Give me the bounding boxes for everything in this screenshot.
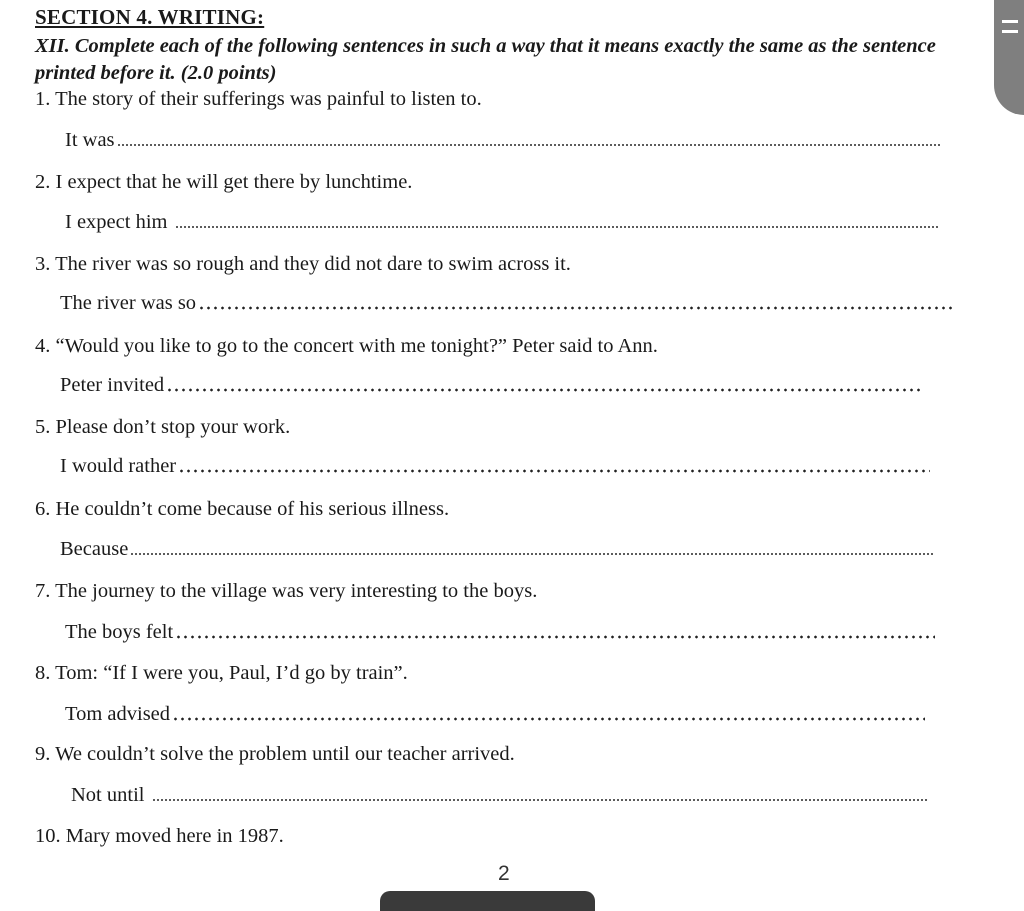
question-1: 1. The story of their sufferings was painful to listen to.: [35, 88, 482, 110]
dotted-line: [117, 143, 941, 147]
question-8: 8. Tom: “If I were you, Paul, I’d go by train”.: [35, 662, 408, 684]
menu-lines-icon: [1002, 20, 1018, 42]
answer-line-3: [60, 292, 953, 315]
dotted-line: [166, 388, 920, 392]
section-title: SECTION 4. WRITING:: [35, 5, 265, 29]
answer-starter-7: The boys felt: [65, 621, 174, 643]
question-4: 4. “Would you like to go to the concert with me tonight?” Peter said to Ann.: [35, 335, 658, 357]
dotted-line: [172, 717, 925, 721]
answer-starter-3: The river was so: [60, 292, 197, 314]
question-10: 10. Mary moved here in 1987.: [35, 825, 284, 847]
instructions: XII. Complete each of the following sentences in such a way that it means exactly the same as the sentence printed before it. (2.0 points): [35, 35, 936, 84]
answer-line-7: [65, 621, 935, 644]
answer-line-8: [65, 703, 925, 726]
question-2: 2. I expect that he will get there by lunchtime.: [35, 171, 413, 193]
side-panel-tab[interactable]: [994, 0, 1024, 115]
dotted-line: [175, 225, 939, 229]
dotted-line: [178, 469, 930, 473]
answer-starter-1: It was: [65, 129, 115, 151]
answer-line-6: [60, 538, 933, 561]
answer-starter-4: Peter invited: [60, 374, 165, 396]
answer-line-2: [65, 211, 939, 234]
dotted-line: [152, 798, 929, 802]
dotted-line: [130, 552, 933, 556]
answer-starter-9: Not until: [71, 784, 145, 806]
page-number: 2: [498, 862, 510, 885]
answer-line-5: [60, 455, 930, 478]
question-7: 7. The journey to the village was very interesting to the boys.: [35, 580, 538, 602]
answer-starter-8: Tom advised: [65, 703, 171, 725]
dotted-line: [175, 635, 935, 639]
question-9: 9. We couldn’t solve the problem until our teacher arrived.: [35, 743, 515, 765]
dotted-line: [198, 306, 953, 310]
question-3: 3. The river was so rough and they did not dare to swim across it.: [35, 253, 571, 275]
bottom-scroll-handle[interactable]: [380, 891, 595, 911]
answer-line-4: [60, 374, 920, 397]
answer-line-9: [71, 784, 929, 807]
question-5: 5. Please don’t stop your work.: [35, 416, 291, 438]
answer-starter-6: Because: [60, 538, 129, 560]
answer-starter-5: I would rather: [60, 455, 177, 477]
answer-starter-2: I expect him: [65, 211, 168, 233]
answer-line-1: [65, 129, 941, 152]
question-6: 6. He couldn’t come because of his serious illness.: [35, 498, 450, 520]
